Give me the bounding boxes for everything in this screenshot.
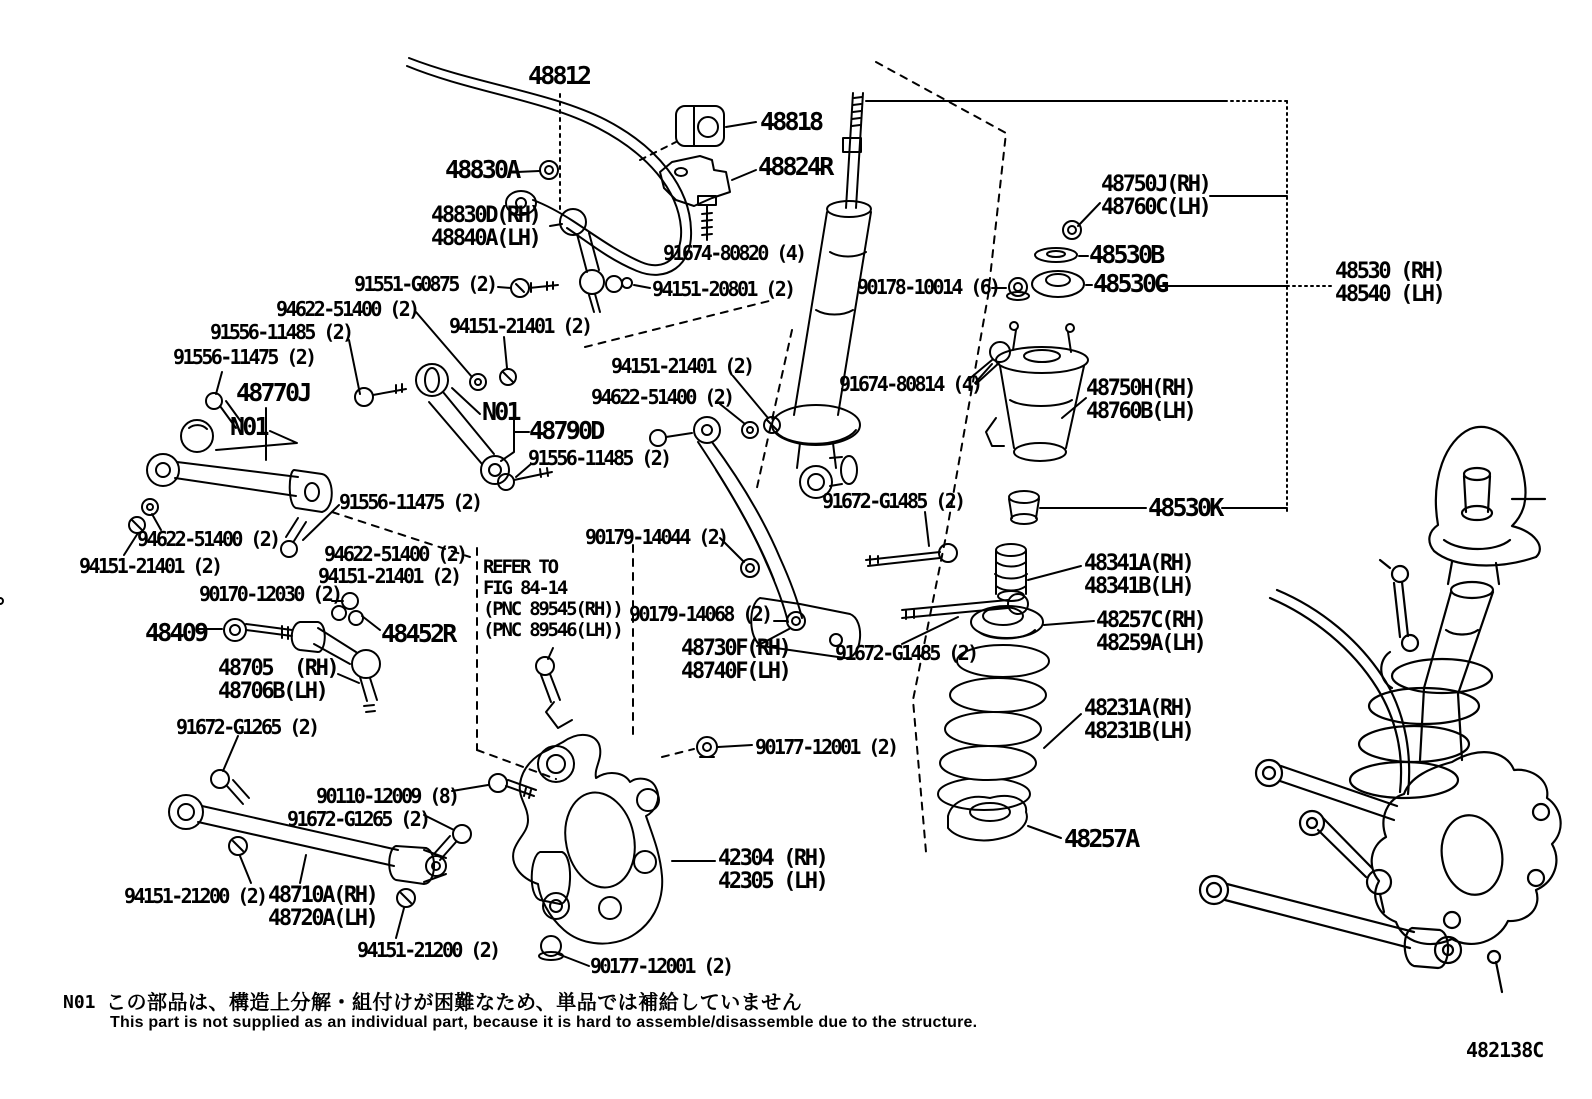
part-label-48341a-48341b [1084, 552, 1192, 598]
part-label-48790d [529, 416, 603, 445]
part-label-line: 90177-12001 (2) [755, 735, 897, 759]
part-label-line: 90179-14044 (2) [585, 525, 727, 549]
part-label-line: 48740F(LH) [681, 659, 790, 684]
part-label-line: 42305 (LH) [718, 869, 827, 894]
part-label-91672-g1265-b [287, 809, 429, 830]
part-label-line: 91674-80820 (4) [663, 241, 805, 265]
part-label-line: 48760B(LH) [1086, 399, 1195, 424]
part-label-91672-g1485-b [835, 643, 977, 664]
part-label-line: 94151-21200 (2) [357, 938, 499, 962]
part-label-line: 90170-12030 (2) [199, 582, 341, 606]
part-label-line: 91672-G1485 (2) [822, 489, 964, 513]
part-label-line: 48231A(RH) [1084, 696, 1193, 721]
part-label-line: 48706B(LH) [218, 679, 327, 704]
part-label-line: 94151-20801 (2) [652, 277, 794, 301]
part-label-line: 48710A(RH) [268, 883, 377, 908]
part-label-48770j [236, 378, 310, 407]
part-label-line: 42304 (RH) [718, 846, 827, 871]
part-label-48818 [760, 107, 822, 136]
part-label-line: 48790D [529, 416, 603, 445]
part-label-line: 48840A(LH) [431, 226, 540, 251]
part-label-94151-21401-c [79, 556, 221, 577]
footnote-marker: N01 [63, 992, 96, 1013]
part-label-line: (PNC 89545(RH)) [483, 598, 622, 620]
part-label-91556-11475-b [339, 492, 481, 513]
part-label-line: FIG 84-14 [483, 577, 567, 599]
part-label-line: 91556-11485 (2) [528, 446, 670, 470]
part-label-48530k [1148, 493, 1222, 522]
part-label-48705-48706b [218, 657, 337, 703]
part-label-48824r [758, 152, 832, 181]
part-label-line: 48818 [760, 107, 822, 136]
part-label-line: 48530K [1148, 493, 1222, 522]
part-label-48530b [1089, 240, 1163, 269]
part-label-94151-20801 [652, 279, 794, 300]
part-label-48530-48540 [1335, 260, 1443, 306]
part-label-91672-g1265-a [176, 717, 318, 738]
part-label-line: 91672-G1265 (2) [287, 807, 429, 831]
part-label-line: 48730F(RH) [681, 636, 790, 661]
part-label-line: 94151-21401 (2) [611, 354, 753, 378]
part-label-94151-21401-a [449, 316, 591, 337]
part-label-line: REFER TO [483, 556, 557, 578]
part-label-line: 91672-G1485 (2) [835, 641, 977, 665]
part-label-line: 48259A(LH) [1096, 631, 1205, 656]
part-label-line: 90110-12009 (8) [316, 784, 458, 808]
part-label-line: 48830A [445, 155, 519, 184]
part-label-line: 90178-10014 (6) [857, 275, 999, 299]
part-label-line: 90177-12001 (2) [590, 954, 732, 978]
part-label-90179-14068 [629, 604, 771, 625]
part-label-line: 91556-11475 (2) [339, 490, 481, 514]
part-label-line: 48540 (LH) [1335, 282, 1444, 307]
part-label-91556-11485-b [528, 448, 670, 469]
part-label-line: 94151-21401 (2) [318, 564, 460, 588]
part-label-48231a-48231b [1084, 697, 1192, 743]
part-label-48730f-48740f [681, 637, 789, 683]
part-label-line: 91551-G0875 (2) [354, 272, 496, 296]
part-label-line: 91556-11475 (2) [173, 345, 315, 369]
part-label-48409 [145, 618, 207, 647]
part-label-line: 48530G [1093, 269, 1167, 298]
part-label-90177-12001-b [590, 956, 732, 977]
part-label-94151-21200-b [357, 940, 499, 961]
part-label-91672-g1485-a [822, 491, 964, 512]
part-label-line: 48257A [1064, 824, 1138, 853]
part-label-91556-11475-a [173, 347, 315, 368]
part-label-line: 48257C(RH) [1096, 608, 1205, 633]
part-label-90170-12030 [199, 584, 341, 605]
part-label-line: 94151-21200 (2) [124, 884, 266, 908]
part-label-line: 94622-51400 (2) [137, 527, 279, 551]
part-label-48750j-48760c [1101, 173, 1209, 219]
part-label-line: 48750H(RH) [1086, 376, 1195, 401]
part-label-48812 [528, 61, 590, 90]
part-label-90177-12001-a [755, 737, 897, 758]
part-label-line: 91672-G1265 (2) [176, 715, 318, 739]
part-label-line: 94151-21401 (2) [449, 314, 591, 338]
part-label-90179-14044 [585, 527, 727, 548]
part-label-48257a [1064, 824, 1138, 853]
part-label-line: 94622-51400 (2) [591, 385, 733, 409]
part-label-line: 48760C(LH) [1101, 195, 1210, 220]
part-label-line: 94622-51400 (2) [324, 542, 466, 566]
part-label-91551-g0875 [354, 274, 496, 295]
part-label-94622-51400-c [137, 529, 279, 550]
part-label-94622-51400-a [276, 299, 418, 320]
part-label-line: 94151-21401 (2) [79, 554, 221, 578]
part-label-90178-10014 [857, 277, 999, 298]
part-label-line: 48750J(RH) [1101, 172, 1210, 197]
part-label-48830d-48840a [431, 204, 539, 250]
part-label-line: N01 [230, 412, 267, 441]
part-label-line: 48452R [381, 619, 455, 648]
part-label-line: 48409 [145, 618, 207, 647]
part-label-line: 48530 (RH) [1335, 259, 1444, 284]
part-label-48710a-48720a [268, 884, 376, 930]
part-label-n01-b [482, 397, 519, 426]
part-label-line: 48720A(LH) [268, 906, 377, 931]
part-label-n01-a [230, 412, 267, 441]
part-label-91674-80820 [663, 243, 805, 264]
part-label-48750h-48760b [1086, 377, 1194, 423]
part-label-line: 48830D(RH) [431, 203, 540, 228]
part-label-48257c-48259a [1096, 609, 1204, 655]
part-label-line: 94622-51400 (2) [276, 297, 418, 321]
part-label-line: N01 [482, 397, 519, 426]
part-label-refer-note [483, 557, 622, 641]
part-label-line: 48705 (RH) [218, 656, 338, 681]
part-label-line: 91674-80814 (4) [839, 372, 981, 396]
part-label-42304-42305 [718, 847, 826, 893]
figure-document-number: 482138C [1466, 1038, 1544, 1062]
part-label-line: 48341B(LH) [1084, 574, 1193, 599]
part-label-94151-21401-b [611, 356, 753, 377]
part-label-line: 48341A(RH) [1084, 551, 1193, 576]
part-label-line: (PNC 89546(LH)) [483, 619, 622, 641]
part-label-line: 48824R [758, 152, 832, 181]
part-label-94622-51400-b [591, 387, 733, 408]
part-label-48452r [381, 619, 455, 648]
part-label-94151-21200-a [124, 886, 266, 907]
part-label-91556-11485-a [210, 322, 352, 343]
part-label-line: 91556-11485 (2) [210, 320, 352, 344]
part-label-90110-12009 [316, 786, 458, 807]
part-label-line: 48231B(LH) [1084, 719, 1193, 744]
part-label-line: 90179-14068 (2) [629, 602, 771, 626]
part-label-48530g [1093, 269, 1167, 298]
part-label-91674-80814 [839, 374, 981, 395]
part-label-94622-51400-d [324, 544, 466, 565]
footnote-english: This part is not supplied as an individual part, because it is hard to assemble/disassemble due to the structure. [110, 1014, 978, 1031]
part-label-line: 48812 [528, 61, 590, 90]
part-label-line: 48530B [1089, 240, 1163, 269]
footnote-japanese: この部品は、構造上分解・組付けが困難なため、単品では補給していません [106, 990, 803, 1014]
part-label-48830a [445, 155, 519, 184]
part-label-line: 48770J [236, 378, 310, 407]
